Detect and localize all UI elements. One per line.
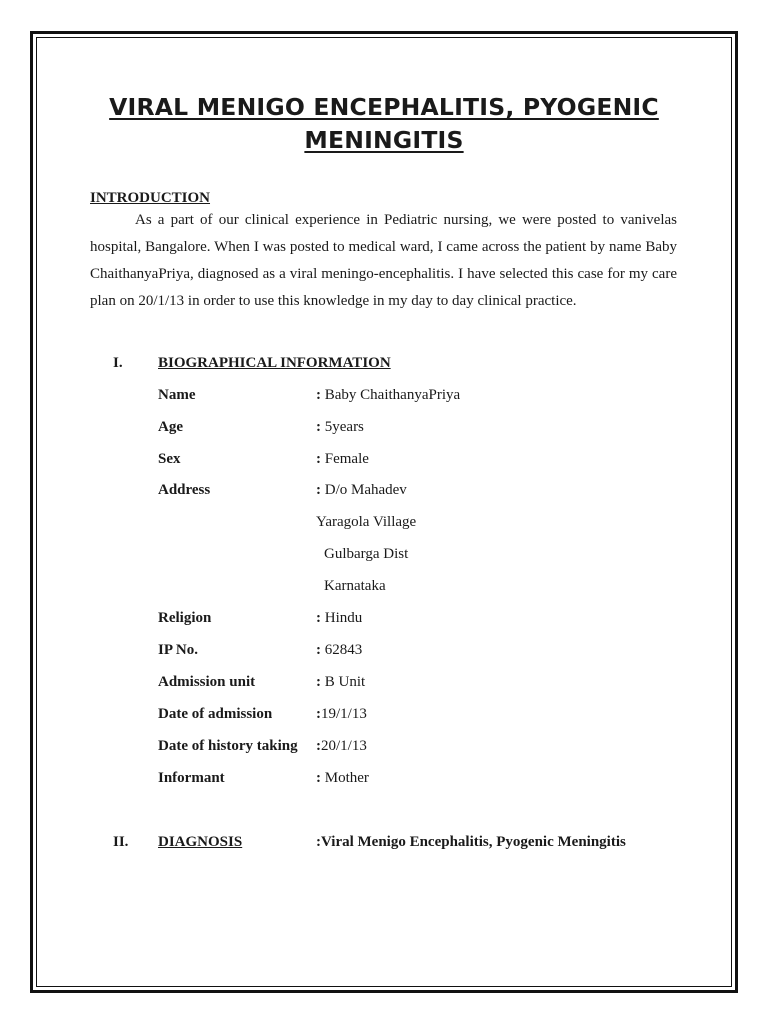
field-value-name: : Baby ChaithanyaPriya (316, 387, 461, 403)
introduction-paragraph: As a part of our clinical experience in Pediatric nursing, we were posted to vanivelas hospital, Bangalore. When I was posted to medical ward, I came across the patient by name Baby ChaithanyaPriya, diagnosed as a viral meningo-encephalitis. I have selected this case for my care plan on 20/1/13 in order to use this knowledge in my day to day clinical practice. (90, 212, 677, 309)
title-line-1: VIRAL MENIGO ENCEPHALITIS, PYOGENIC (109, 93, 659, 121)
diagnosis-value: :Viral Menigo Encephalitis, Pyogenic Meningitis (316, 834, 626, 850)
field-label-name: Name (158, 387, 196, 403)
field-value-ip-no: : 62843 (316, 642, 363, 658)
field-label-informant: Informant (158, 770, 225, 786)
field-value-age: : 5years (316, 419, 364, 435)
field-value-religion: : Hindu (316, 610, 363, 626)
field-value-sex: : Female (316, 451, 369, 467)
field-label-date-of-admission: Date of admission (158, 706, 273, 722)
field-value-admission-unit: : B Unit (316, 674, 366, 690)
diagnosis-heading: DIAGNOSIS (158, 834, 243, 850)
section-number-diagnosis: II. (113, 834, 129, 850)
field-value-address-line-4: Karnataka (324, 578, 386, 594)
field-label-address: Address (158, 482, 211, 498)
field-label-admission-unit: Admission unit (158, 674, 256, 690)
field-value-address-line-2: Yaragola Village (316, 514, 417, 530)
title-line-2: MENINGITIS (304, 126, 464, 154)
field-value-address-line-3: Gulbarga Dist (324, 546, 409, 562)
field-label-sex: Sex (158, 451, 181, 467)
introduction-heading: INTRODUCTION (90, 190, 211, 206)
field-label-age: Age (158, 419, 183, 435)
field-value-address: : D/o Mahadev (316, 482, 407, 498)
field-label-date-of-history-taking: Date of history taking (158, 738, 298, 754)
document-title (60, 91, 708, 157)
field-label-religion: Religion (158, 610, 212, 626)
field-value-date-of-history-taking: :20/1/13 (316, 738, 367, 754)
field-value-date-of-admission: :19/1/13 (316, 706, 367, 722)
biographical-heading: BIOGRAPHICAL INFORMATION (158, 355, 391, 371)
field-value-informant: : Mother (316, 770, 369, 786)
section-number-biographical: I. (113, 355, 123, 371)
field-label-ip-no: IP No. (158, 642, 199, 658)
